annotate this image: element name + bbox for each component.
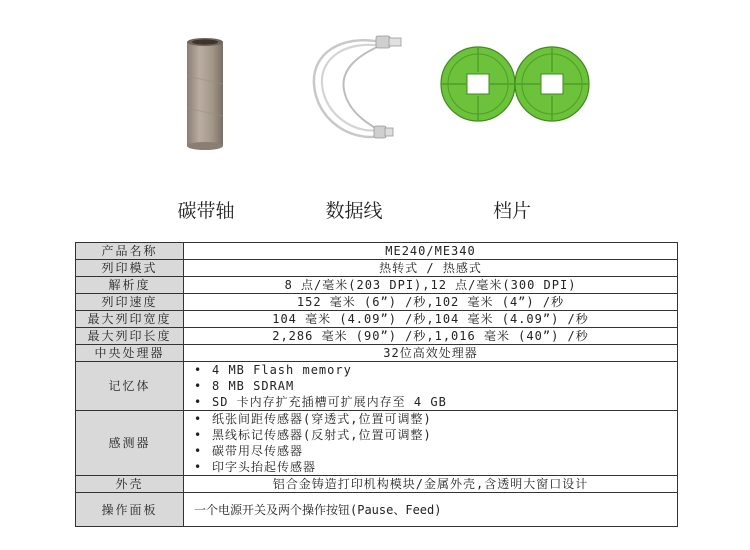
spec-key: 解析度 (76, 277, 184, 294)
list-item: • 8 MB SDRAM (194, 379, 295, 393)
spec-key: 最大列印长度 (76, 328, 184, 345)
bullet-icon: • (194, 395, 203, 409)
spec-key: 最大列印宽度 (76, 311, 184, 328)
spec-row (76, 493, 678, 527)
spec-value: 8 点/毫米(203 DPI),12 点/毫米(300 DPI) (184, 277, 678, 294)
spec-key: 列印速度 (76, 294, 184, 311)
spec-row (76, 294, 678, 311)
memory-list (184, 362, 678, 411)
spec-value: 32位高效处理器 (184, 345, 678, 362)
spec-key: 中央处理器 (76, 345, 184, 362)
spec-value: ME240/ME340 (184, 243, 678, 260)
bullet-icon: • (194, 412, 203, 426)
ribbon-core-label: 碳带轴 (177, 200, 235, 222)
bullet-icon: • (194, 460, 203, 474)
spec-value: 铝合金铸造打印机构模块/金属外壳,含透明大窗口设计 (184, 476, 678, 493)
spec-value: 104 毫米 (4.09”) /秒,104 毫米 (4.09”) /秒 (184, 311, 678, 328)
spec-key: 列印模式 (76, 260, 184, 277)
spec-value: 热转式 / 热感式 (184, 260, 678, 277)
spec-value: 一个电源开关及两个操作按钮(Pause、Feed) (184, 493, 678, 527)
spec-row (76, 260, 678, 277)
data-cable-label: 数据线 (325, 200, 383, 222)
spec-key: 操作面板 (76, 493, 184, 527)
list-item: • 碳带用尽传感器 (194, 444, 304, 458)
spec-key: 感测器 (76, 411, 184, 476)
bullet-icon: • (194, 379, 203, 393)
spec-value: 152 毫米 (6”) /秒,102 毫米 (4”) /秒 (184, 294, 678, 311)
guide-plates-label: 档片 (492, 200, 531, 222)
spec-row (76, 328, 678, 345)
list-item: • 4 MB Flash memory (194, 363, 352, 377)
spec-key: 产品名称 (76, 243, 184, 260)
spec-row (76, 476, 678, 493)
bullet-icon: • (194, 363, 203, 377)
list-item: • 黑线标记传感器(反射式,位置可调整) (194, 428, 432, 442)
spec-value: 2,286 毫米 (90”) /秒,1,016 毫米 (40”) /秒 (184, 328, 678, 345)
spec-row (76, 345, 678, 362)
spec-row-sensors (76, 411, 678, 476)
spec-row (76, 243, 678, 260)
data-cable-image (300, 24, 410, 154)
spec-row-memory (76, 362, 678, 411)
list-item: • 印字头抬起传感器 (194, 460, 317, 474)
spec-key: 记忆体 (76, 362, 184, 411)
list-item: • SD 卡内存扩充插槽可扩展内存至 4 GB (194, 395, 447, 409)
bullet-icon: • (194, 428, 203, 442)
bullet-icon: • (194, 444, 203, 458)
ribbon-core-image (180, 36, 230, 150)
accessories-section (0, 0, 750, 235)
spec-row (76, 311, 678, 328)
list-item: • 纸张间距传感器(穿透式,位置可调整) (194, 412, 432, 426)
spec-table (75, 242, 678, 527)
guide-plates-image (440, 44, 590, 124)
spec-key: 外壳 (76, 476, 184, 493)
spec-row (76, 277, 678, 294)
sensor-list (184, 411, 678, 476)
